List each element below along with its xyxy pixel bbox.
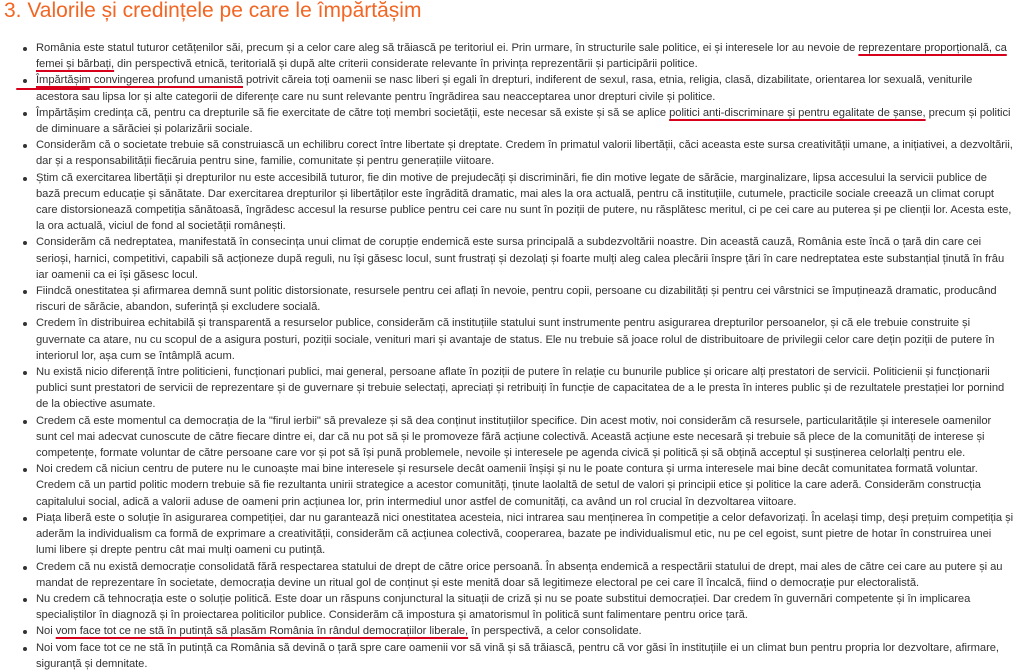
list-item-14 xyxy=(18,591,1014,623)
list-item-7 xyxy=(18,283,1014,315)
item-text-before: România este statul tuturor cetățenilor săi, precum și a celor care aleg să trăiască pe teritoriul ei. Prin urmare, în structurile sale politice, ei și interesele lor au nevoie de xyxy=(36,42,859,54)
item-text-before: Piața liberă este o soluție în asigurarea competiției, dar nu garantează nici onestitatea acesteia, nici intrarea sau menținerea în competiție a celor defavorizați. În același timp, deși prețuim competiția și aderăm la individualism ca formă de exprimare a creativității, considerăm că acțiunea colectivă, cooperarea, bazate pe individualismul etic, nu pe cel egoist, sunt pietre de hotar în construirea unei lumi libere și drepte pentru cât mai mulți oameni cu putință. xyxy=(36,511,1014,557)
item-text-before: Nu credem că tehnocrația este o soluție politică. Este doar un răspuns conjunctural la situații de criză și nu se poate substitui democrației. Dar credem în guvernări competente și în implicarea specialiștilor în diagnoză și în proiectarea politicilor publice. Considerăm că impostura și amatorismul în politică sunt falimentare pentru orice țară. xyxy=(36,592,971,622)
item-text-before: Știm că exercitarea libertății și drepturilor nu este accesibilă tuturor, fie din motive de prejudecăți și discriminări, fie din motive legate de sărăcie, marginalizare, lipsa accesului la servicii publice de bază precum educație și sănătate. Dar exercitarea drepturilor și libertăților este îngrădită dramatic, mai ales la ora actuală, pentru că instituțiile, cutumele, practicile sociale creează un climat corupt care distorsionează competiția sănătoasă, îngrădesc accesul la resurse publice pentru cei care nu sunt în poziții de putere, nu răsplătesc meritul, ci pe cei care au puterea și pe clienții lor. Acesta este, la ora actuală, viciul de fond al societății românești. xyxy=(36,171,1012,233)
section-heading: 3. Valorile și credințele pe care le împărtășim xyxy=(4,0,422,22)
values-list xyxy=(18,40,1014,672)
list-item-3 xyxy=(18,105,1014,137)
list-item-8 xyxy=(18,315,1014,364)
item-highlight: politici anti-discriminare și pentru egalitate de șanse, xyxy=(669,106,926,119)
item-text-before: Fiindcă onestitatea și afirmarea demnă sunt politic distorsionate, resursele pentru cei aflați în nevoie, pentru copii, persoane cu dizabilități și pentru cei vârstnici se împuținează dramatic, producând riscuri de sărăcie, abandon, suferință și excludere socială. xyxy=(36,285,997,314)
item-text-after: precum și politici de diminuare a sărăciei și polarizării sociale. xyxy=(36,106,1011,136)
item-text-before: Credem în distribuirea echitabilă și transparentă a resurselor publice, considerăm că instituțiile statului sunt instrumente pentru asigurarea drepturilor persoanelor, și că ele trebuie construite și guvernate ca atare, nu cu scopul de a asigura posturi, poziții sociale, venituri mari și avantaje de status. Ele nu trebuie să joace rolul de distribuitoare de privilegii celor care dețin poziții de putere în interiorul lor, așa cum se întâmplă acum. xyxy=(36,317,995,362)
list-item-15 xyxy=(18,623,1014,639)
list-item-4 xyxy=(18,137,1014,169)
item-text-before: Credem că nu există democrație consolidată fără respectarea statului de drept de către orice persoană. În absența endemică a respectării statului de drept, mai ales de către cei care au putere și au mandat de reprezentare în societate, democrația devine un ritual gol de conținut și este menită doar să legitimeze electoral pe cei care îl încalcă, fiind o democrație pur electoralistă. xyxy=(36,560,1003,589)
item-text-before: Noi xyxy=(36,625,56,638)
item-text-after: potrivit căreia toți oamenii se nasc liberi și egali în drepturi, indiferent de sexul, rasa, etnia, religia, clasă, dizabilitate, orientarea lor sexuală, veniturile acestora sau lipsa lor și alte categorii de diferențe care nu sunt relevante pentru îngrădirea sau neacceptarea unor drepturi civile și politice. xyxy=(36,74,973,103)
item-highlight: vom face tot ce ne stă în putință să plasăm România în rândul democrațiilor liberale, xyxy=(55,625,469,638)
list-item-11 xyxy=(18,461,1014,510)
item-text-before: Noi credem că niciun centru de putere nu le cunoaște mai bine interesele și resursele decât oamenii înșiși și nu le poate contura și urma interesele mai bine decât comunitatea formată voluntar. Credem că un partid politic modern trebuie să fie rezultanta unirii strategice a acestor comunități, ținute laolaltă de setul de valori și principii etice și politice la care aderă. Considerăm construcția capitalului social, adică a valorii aduse de oameni prin acțiunea lor, prin intermediul unor astfel de comunități, ca având un rol crucial în dezvoltarea viitoare. xyxy=(36,463,981,508)
red-annotation-stroke xyxy=(16,88,90,90)
item-text-before: Noi vom face tot ce ne stă în putință ca România să devină o țară spre care oamenii vor să vină și să trăiască, pentru că vor găsi în instituțiile ei un climat bun pentru propria lor dezvoltare, afirmare, siguranță și demnitate. xyxy=(36,641,999,670)
item-highlight: Împărtășim convingerea profund umanistă xyxy=(36,74,243,87)
item-text-after: din perspectivă etnică, teritorială și după alte criterii considerate relevante în privința reprezentării și participării politice. xyxy=(114,58,698,71)
list-item-1 xyxy=(18,40,1014,72)
list-item-10 xyxy=(18,413,1014,462)
list-item-13 xyxy=(18,559,1014,591)
item-text-before: Considerăm că nedreptatea, manifestată în consecința unui climat de corupție endemică este sursa principală a subdezvoltării noastre. Din această cauză, România este încă o țară din care cei serioși, harnici, competitivi, capabili să acționeze după reguli, nu își găsesc locul, sunt frustrați și dezolați și foarte mulți aleg calea plecării înspre țări în care nedreptatea este substanțial ținută în frâu iar oamenii ca ei își găsesc locul. xyxy=(36,236,1005,281)
list-item-16 xyxy=(18,640,1014,672)
item-highlight: reprezentare proporțională, ca femei și bărbați, xyxy=(36,42,1007,71)
item-text-after: în perspectivă, a celor consolidate. xyxy=(468,625,642,638)
list-item-2 xyxy=(18,72,1014,104)
item-text-before: Nu există nicio diferență între politicieni, funcționari publici, mai general, persoane aflate în poziții de putere în relație cu bunurile publice și oricare alți prestatori de servicii. Politicienii și funcționarii publici sunt prestatori de servicii de reprezentare și de guvernare și trebuie selectați, apreciați și retribuiți în funcție de capacitatea de a le presta în interes public și de rezultatele prestației lor pornind de la obiective asumate. xyxy=(36,366,1005,411)
item-text-before: Împărtășim credința că, pentru ca drepturile să fie exercitate de către toți membri societății, este necesar să existe și să se aplice xyxy=(36,106,670,119)
list-item-9 xyxy=(18,364,1014,413)
item-text-before: Credem că este momentul ca democrația de la "firul ierbii" să prevaleze și să dea conținut instituțiilor specifice. Din acest motiv, noi considerăm că resursele, particularitățile și interesele oamenilor sunt cel mai adecvat cunoscute de către fiecare dintre ei, dar că nu pot să și le promoveze fără acțiune colectivă. Această acțiune este necesară și trebuie să plece de la comunități de interese și competențe, formate voluntar de către persoane care vor și pot să își pună problemele, nevoile și interesele pe agenda civică și politică și să obțină acceptul și susținerea celorlalți pentru ele. xyxy=(36,414,992,460)
list-item-6 xyxy=(18,234,1014,283)
list-item-5 xyxy=(18,170,1014,235)
list-item-12 xyxy=(18,510,1014,559)
item-text-before: Considerăm că o societate trebuie să construiască un echilibru corect între libertate și dreptate. Credem în primatul valorii libertății, căci aceasta este sursa creativității umane, a inițiativei, a dezvoltării, dar și a responsabilității fiecăruia pentru sine, familie, comunitate și pentru generațiile viitoare. xyxy=(36,139,1013,168)
